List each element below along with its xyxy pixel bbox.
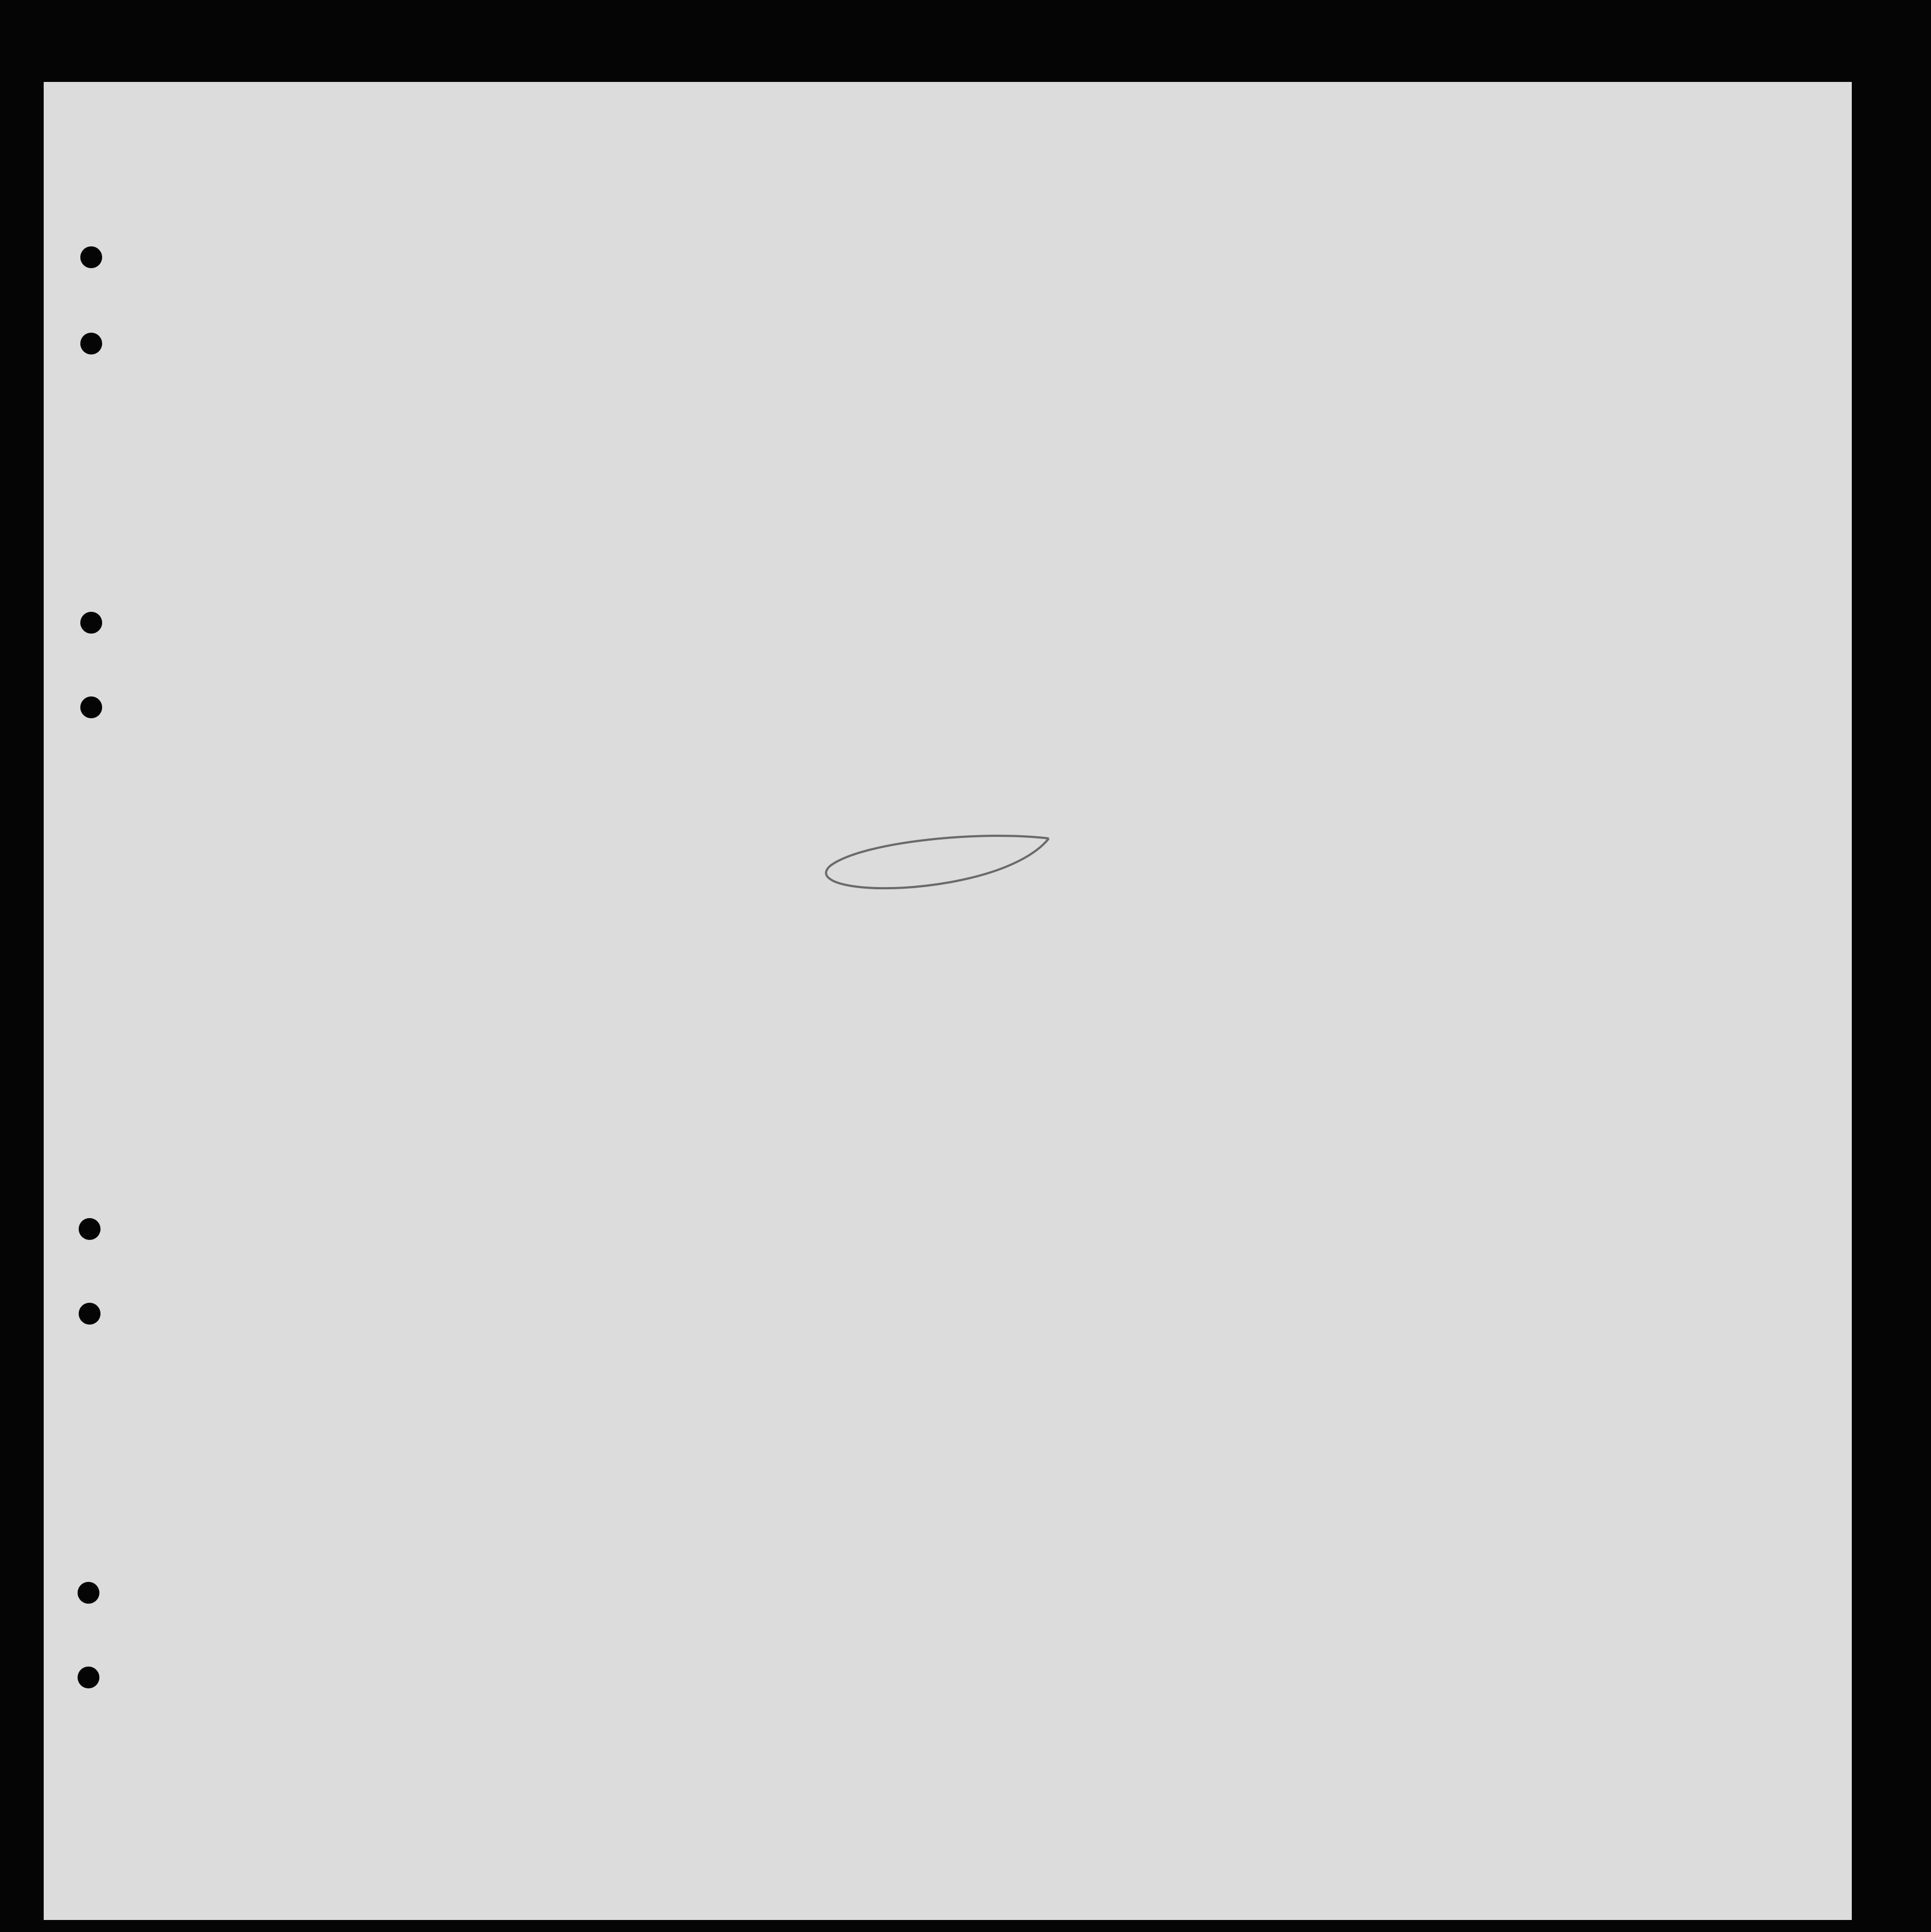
- punch-hole: [78, 1667, 99, 1688]
- punch-hole: [80, 333, 102, 355]
- punch-hole: [80, 246, 102, 268]
- punch-hole: [78, 1582, 99, 1604]
- punch-hole: [80, 612, 102, 634]
- punch-hole: [79, 1218, 101, 1240]
- punch-hole: [80, 696, 102, 718]
- punch-hole: [79, 1303, 101, 1325]
